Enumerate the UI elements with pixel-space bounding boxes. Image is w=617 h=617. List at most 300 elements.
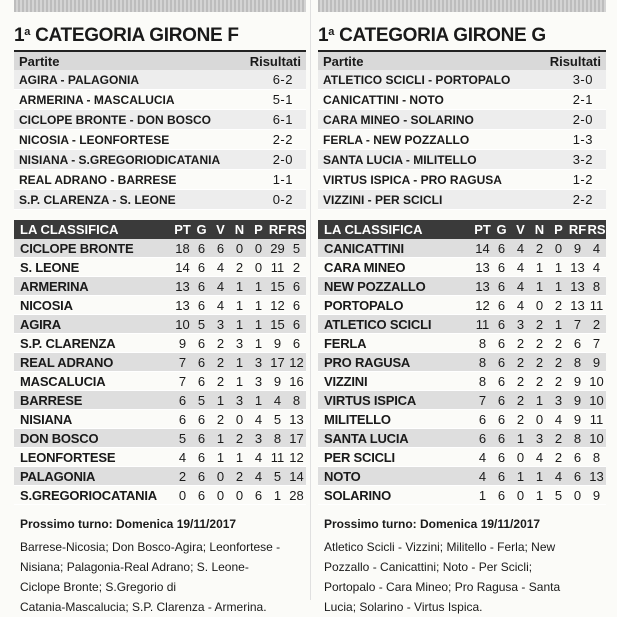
stat-rs: 12: [289, 449, 304, 465]
stat-rs: 5: [292, 240, 301, 256]
stat-pt: 6: [478, 430, 487, 446]
stat-v: 4: [216, 278, 225, 294]
match-result: 1-2: [572, 172, 593, 187]
stat-rf: 0: [573, 487, 582, 503]
stat-n: 2: [235, 259, 244, 275]
match-result: 6-2: [272, 72, 293, 87]
stat-p: 2: [554, 449, 563, 465]
stat-v: 2: [216, 411, 225, 427]
fixture-line: Barrese-Nicosia; Don Bosco-Agira; Leonfortese -: [20, 540, 281, 554]
stat-rs: 4: [592, 259, 601, 275]
stat-p: 3: [254, 430, 263, 446]
team-name: NISIANA: [20, 411, 73, 427]
stat-p: 4: [554, 468, 563, 484]
stat-p: 0: [554, 240, 563, 256]
standings-row: [318, 353, 606, 372]
column-divider: [310, 0, 311, 600]
stat-n: 2: [235, 430, 244, 446]
stat-rf: 7: [573, 316, 582, 332]
team-name: VIRTUS ISPICA: [324, 392, 417, 408]
team-name: PALAGONIA: [20, 468, 96, 484]
match-teams: VIRTUS ISPICA - PRO RAGUSA: [323, 172, 502, 187]
stat-p: 4: [554, 411, 563, 427]
standings-list: [14, 239, 306, 505]
stat-rf: 5: [273, 411, 282, 427]
stat-rf: 15: [270, 278, 285, 294]
stat-rf: 15: [270, 316, 285, 332]
stat-n: 3: [235, 335, 244, 351]
team-name: MASCALUCIA: [20, 373, 106, 389]
stat-rs: 7: [592, 335, 601, 351]
team-name: NICOSIA: [20, 297, 73, 313]
stat-g: 6: [497, 297, 506, 313]
stat-v: 1: [216, 449, 225, 465]
standings-row: [14, 429, 306, 448]
matches-list: [318, 70, 606, 210]
stat-rs: 28: [289, 487, 304, 503]
standings-row: [318, 239, 606, 258]
team-name: S. LEONE: [20, 259, 80, 275]
standings-row: [14, 410, 306, 429]
stat-p: 1: [254, 392, 263, 408]
fixture-line: Catania-Mascalucia; S.P. Clarenza - Armerina.: [20, 600, 267, 614]
fixture-line: Lucia; Solarino - Virtus Ispica.: [324, 600, 483, 614]
match-result: 5-1: [272, 92, 293, 107]
stat-v: 2: [516, 335, 525, 351]
match-row: [14, 170, 306, 190]
stat-v: 1: [516, 430, 525, 446]
stat-n: 1: [235, 354, 244, 370]
stat-g: 5: [197, 392, 206, 408]
stat-pt: 10: [175, 316, 190, 332]
col-g: G: [196, 222, 207, 237]
standings-row: [318, 296, 606, 315]
team-name: NOTO: [324, 468, 361, 484]
team-name: S.GREGORIOCATANIA: [20, 487, 157, 503]
col-rs: RS: [287, 222, 306, 237]
team-name: CICLOPE BRONTE: [20, 240, 134, 256]
stat-p: 1: [254, 316, 263, 332]
stat-n: 2: [235, 468, 244, 484]
stat-v: 3: [216, 316, 225, 332]
stat-p: 3: [554, 392, 563, 408]
stat-n: 2: [535, 240, 544, 256]
stat-rf: 9: [573, 373, 582, 389]
match-row: [14, 190, 306, 210]
stat-n: 0: [535, 411, 544, 427]
match-result: 2-1: [572, 92, 593, 107]
stat-v: 1: [516, 468, 525, 484]
stat-g: 6: [197, 354, 206, 370]
stat-rs: 13: [589, 468, 604, 484]
standings-row: [318, 334, 606, 353]
team-name: DON BOSCO: [20, 430, 99, 446]
match-result: 2-0: [572, 112, 593, 127]
standings-row: [14, 277, 306, 296]
stat-g: 6: [497, 354, 506, 370]
standings-row: [318, 486, 606, 505]
stat-p: 3: [254, 373, 263, 389]
matches-header-right: Risultati: [549, 53, 601, 69]
match-row: [14, 90, 306, 110]
stat-g: 6: [497, 430, 506, 446]
match-row: [318, 190, 606, 210]
stat-n: 1: [535, 259, 544, 275]
team-name: NEW POZZALLO: [324, 278, 426, 294]
stat-rs: 9: [592, 487, 601, 503]
girone-f-column: [14, 0, 306, 617]
col-rf: RF: [568, 222, 587, 237]
stat-g: 6: [497, 316, 506, 332]
stat-n: 1: [235, 297, 244, 313]
standings-header: [14, 220, 306, 239]
stat-rf: 11: [270, 449, 285, 465]
stat-p: 1: [254, 278, 263, 294]
stat-v: 2: [216, 373, 225, 389]
stat-rf: 4: [273, 392, 282, 408]
standings-row: [14, 258, 306, 277]
stat-g: 6: [197, 297, 206, 313]
stat-rf: 17: [270, 354, 285, 370]
stat-v: 0: [516, 449, 525, 465]
stat-p: 2: [554, 354, 563, 370]
team-name: S.P. CLARENZA: [20, 335, 116, 351]
col-g: G: [496, 222, 507, 237]
stat-pt: 12: [475, 297, 490, 313]
stat-n: 0: [535, 297, 544, 313]
match-row: [14, 130, 306, 150]
next-round-fixtures: [14, 537, 306, 617]
stat-rs: 11: [589, 411, 604, 427]
stat-v: 2: [516, 411, 525, 427]
team-name: LEONFORTESE: [20, 449, 116, 465]
standings-row: [14, 296, 306, 315]
match-result: 2-2: [572, 192, 593, 207]
stat-rf: 6: [573, 468, 582, 484]
match-result: 1-3: [572, 132, 593, 147]
team-name: PER SCICLI: [324, 449, 395, 465]
fixture-line: Ciclope Bronte; S.Gregorio di: [20, 580, 177, 594]
stat-rs: 16: [289, 373, 304, 389]
standings-row: [318, 315, 606, 334]
match-row: [318, 90, 606, 110]
team-name: MILITELLO: [324, 411, 391, 427]
team-name: AGIRA: [20, 316, 61, 332]
stat-rf: 13: [570, 297, 585, 313]
stat-n: 1: [535, 278, 544, 294]
stat-pt: 14: [175, 259, 190, 275]
stat-p: 1: [554, 278, 563, 294]
team-name: BARRESE: [20, 392, 83, 408]
stat-p: 2: [554, 373, 563, 389]
stat-p: 3: [254, 354, 263, 370]
girone-g-column: [318, 0, 606, 617]
matches-header-right: Risultati: [249, 53, 301, 69]
stat-v: 4: [516, 240, 525, 256]
match-teams: CICLOPE BRONTE - DON BOSCO: [19, 112, 212, 127]
stat-v: 4: [216, 297, 225, 313]
stat-p: 5: [554, 487, 563, 503]
stat-p: 4: [254, 449, 263, 465]
stat-g: 6: [197, 278, 206, 294]
stat-n: 2: [535, 373, 544, 389]
stat-rf: 29: [270, 240, 285, 256]
stat-n: 2: [535, 354, 544, 370]
stat-p: 0: [254, 259, 263, 275]
fixture-line: Portopalo - Cara Mineo; Pro Ragusa - Santa: [324, 580, 561, 594]
standings-row: [318, 410, 606, 429]
stat-g: 6: [497, 278, 506, 294]
standings-list: [318, 239, 606, 505]
standings-title: LA CLASSIFICA: [324, 222, 423, 237]
team-name: SOLARINO: [324, 487, 392, 503]
stat-rf: 5: [273, 468, 282, 484]
stat-n: 1: [235, 373, 244, 389]
team-name: REAL ADRANO: [20, 354, 114, 370]
stat-pt: 4: [478, 468, 487, 484]
stat-g: 6: [497, 392, 506, 408]
next-round-label: Prossimo turno: Domenica 19/11/2017: [324, 517, 541, 531]
standings-row: [318, 429, 606, 448]
match-result: 3-0: [572, 72, 593, 87]
standings-row: [14, 467, 306, 486]
col-rf: RF: [268, 222, 287, 237]
standings-row: [318, 467, 606, 486]
stat-rf: 9: [573, 411, 582, 427]
col-p: P: [554, 222, 563, 237]
stat-n: 1: [535, 468, 544, 484]
match-teams: SANTA LUCIA - MILITELLO: [323, 152, 477, 167]
fixture-line: Pozzallo - Canicattini; Noto - Per Scicli;: [324, 560, 533, 574]
match-row: [318, 70, 606, 90]
standings-row: [14, 353, 306, 372]
stat-rf: 11: [270, 259, 285, 275]
stat-pt: 6: [178, 392, 187, 408]
stat-pt: 7: [478, 392, 487, 408]
match-teams: FERLA - NEW POZZALLO: [323, 132, 470, 147]
match-row: [318, 110, 606, 130]
standings-row: [14, 239, 306, 258]
stat-pt: 11: [475, 316, 490, 332]
stat-rf: 9: [573, 392, 582, 408]
match-teams: CARA MINEO - SOLARINO: [323, 112, 474, 127]
team-name: CANICATTINI: [324, 240, 404, 256]
stat-pt: 7: [178, 373, 187, 389]
stat-pt: 13: [475, 278, 490, 294]
stat-rf: 6: [573, 335, 582, 351]
stat-p: 4: [254, 468, 263, 484]
stat-v: 1: [216, 392, 225, 408]
match-teams: REAL ADRANO - BARRESE: [19, 172, 177, 187]
col-v: V: [216, 222, 225, 237]
stat-rs: 2: [292, 259, 301, 275]
match-teams: CANICATTINI - NOTO: [323, 92, 444, 107]
stat-v: 0: [216, 468, 225, 484]
stat-p: 2: [554, 297, 563, 313]
stat-rf: 1: [273, 487, 282, 503]
stat-p: 1: [254, 297, 263, 313]
stat-p: 0: [254, 240, 263, 256]
stat-v: 2: [516, 392, 525, 408]
match-result: 0-2: [272, 192, 293, 207]
stat-pt: 8: [478, 373, 487, 389]
stat-g: 6: [197, 468, 206, 484]
stat-n: 1: [235, 449, 244, 465]
stat-p: 2: [554, 430, 563, 446]
col-v: V: [516, 222, 525, 237]
matches-header: [14, 50, 306, 70]
standings-row: [14, 315, 306, 334]
match-result: 2-0: [272, 152, 293, 167]
match-row: [14, 110, 306, 130]
stat-g: 6: [497, 468, 506, 484]
stat-rs: 17: [289, 430, 304, 446]
standings-title: LA CLASSIFICA: [20, 222, 119, 237]
stat-g: 6: [197, 240, 206, 256]
stat-rf: 8: [273, 430, 282, 446]
stat-rs: 10: [589, 373, 604, 389]
stat-rs: 12: [289, 354, 304, 370]
stat-n: 1: [535, 392, 544, 408]
match-row: [14, 70, 306, 90]
stat-v: 2: [516, 373, 525, 389]
top-bar: [14, 0, 306, 12]
col-pt: PT: [174, 222, 191, 237]
team-name: VIZZINI: [324, 373, 368, 389]
col-p: P: [254, 222, 263, 237]
team-name: ARMERINA: [20, 278, 89, 294]
col-rs: RS: [587, 222, 606, 237]
stat-rf: 8: [573, 354, 582, 370]
stat-pt: 1: [478, 487, 487, 503]
stat-pt: 2: [178, 468, 187, 484]
stat-g: 5: [197, 316, 206, 332]
stat-v: 2: [516, 354, 525, 370]
match-result: 1-1: [272, 172, 293, 187]
stat-pt: 13: [475, 259, 490, 275]
team-name: ATLETICO SCICLI: [324, 316, 432, 332]
match-result: 6-1: [272, 112, 293, 127]
next-round-label: Prossimo turno: Domenica 19/11/2017: [20, 517, 237, 531]
stat-pt: 8: [478, 335, 487, 351]
stat-g: 6: [497, 487, 506, 503]
standings-row: [14, 334, 306, 353]
col-n: N: [234, 222, 245, 237]
standings-row: [14, 486, 306, 505]
stat-rs: 10: [589, 430, 604, 446]
stat-n: 1: [535, 487, 544, 503]
stat-g: 6: [197, 259, 206, 275]
stat-g: 6: [497, 335, 506, 351]
stat-pt: 9: [178, 335, 187, 351]
stat-v: 0: [516, 487, 525, 503]
stat-n: 0: [235, 240, 244, 256]
stat-p: 2: [554, 335, 563, 351]
match-row: [14, 150, 306, 170]
matches-header: [318, 50, 606, 70]
stat-g: 6: [197, 430, 206, 446]
match-row: [318, 130, 606, 150]
stat-v: 4: [516, 297, 525, 313]
stat-v: 4: [516, 278, 525, 294]
stat-p: 1: [254, 335, 263, 351]
stat-rf: 12: [270, 297, 285, 313]
stat-g: 6: [197, 373, 206, 389]
standings-row: [14, 448, 306, 467]
stat-pt: 6: [478, 411, 487, 427]
team-name: CARA MINEO: [324, 259, 406, 275]
stat-v: 1: [216, 430, 225, 446]
stat-v: 4: [516, 259, 525, 275]
standings-header: [318, 220, 606, 239]
match-result: 3-2: [572, 152, 593, 167]
fixture-line: Nisiana; Palagonia-Real Adrano; S. Leone-: [20, 560, 249, 574]
top-bar: [318, 0, 606, 12]
standings-row: [318, 372, 606, 391]
stat-n: 2: [535, 316, 544, 332]
stat-rf: 8: [573, 430, 582, 446]
stat-pt: 7: [178, 354, 187, 370]
match-row: [318, 170, 606, 190]
stat-pt: 6: [178, 411, 187, 427]
stat-rs: 8: [292, 392, 301, 408]
stat-rs: 6: [292, 278, 301, 294]
stat-rs: 6: [292, 316, 301, 332]
stat-rs: 9: [592, 354, 601, 370]
stat-g: 6: [197, 411, 206, 427]
stat-g: 6: [197, 335, 206, 351]
stat-pt: 4: [478, 449, 487, 465]
stat-rs: 4: [592, 240, 601, 256]
stat-pt: 0: [178, 487, 187, 503]
next-round-fixtures: [318, 537, 606, 617]
col-pt: PT: [474, 222, 491, 237]
stat-pt: 18: [175, 240, 190, 256]
stat-g: 6: [497, 373, 506, 389]
stat-rf: 13: [570, 278, 585, 294]
match-teams: S.P. CLARENZA - S. LEONE: [19, 192, 176, 207]
matches-header-left: Partite: [19, 53, 60, 69]
stat-v: 2: [216, 335, 225, 351]
fixture-line: Atletico Scicli - Vizzini; Militello - Ferla; New: [324, 540, 556, 554]
stat-g: 6: [497, 259, 506, 275]
stat-pt: 4: [178, 449, 187, 465]
stat-rf: 6: [573, 449, 582, 465]
girone-title: 1$^a$ CATEGORIA GIRONE G: [318, 25, 546, 46]
match-row: [318, 150, 606, 170]
stat-rs: 14: [289, 468, 304, 484]
stat-v: 4: [216, 259, 225, 275]
standings-row: [318, 277, 606, 296]
team-name: SANTA LUCIA: [324, 430, 409, 446]
stat-rf: 9: [273, 373, 282, 389]
stat-n: 0: [235, 411, 244, 427]
stat-g: 6: [497, 411, 506, 427]
stat-p: 1: [554, 259, 563, 275]
stat-rs: 8: [592, 449, 601, 465]
stat-rf: 9: [573, 240, 582, 256]
stat-n: 3: [535, 430, 544, 446]
stat-pt: 14: [475, 240, 490, 256]
matches-header-left: Partite: [323, 53, 364, 69]
stat-n: 1: [235, 278, 244, 294]
stat-pt: 8: [478, 354, 487, 370]
standings-row: [318, 448, 606, 467]
match-teams: ARMERINA - MASCALUCIA: [19, 92, 175, 107]
stat-pt: 5: [178, 430, 187, 446]
stat-v: 0: [216, 487, 225, 503]
stat-rs: 6: [292, 297, 301, 313]
